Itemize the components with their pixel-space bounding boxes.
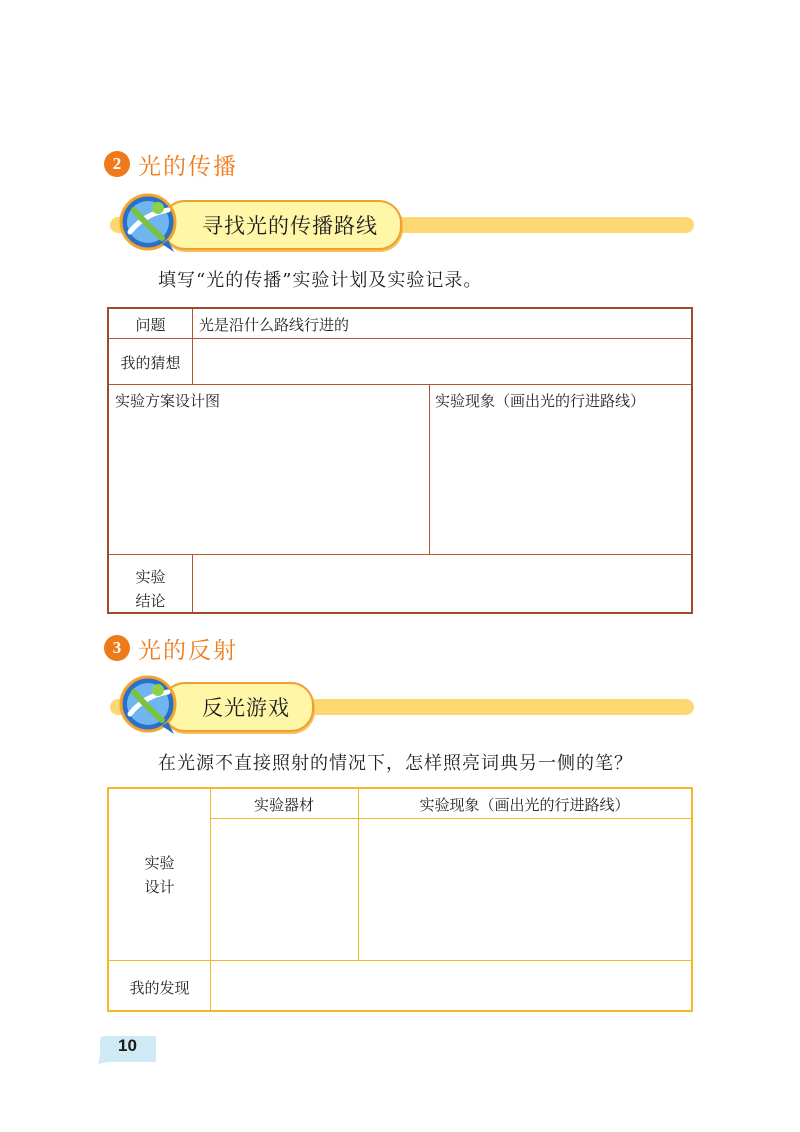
section-number-badge: 2 xyxy=(104,151,130,177)
design-label-line: 设计 xyxy=(144,878,175,896)
finding-label: 我的发现 xyxy=(129,979,190,997)
section-title: 光的传播 xyxy=(138,153,238,180)
table-rule xyxy=(210,789,211,1010)
table-rule xyxy=(429,384,430,554)
phenomenon-drawing-area[interactable] xyxy=(360,820,689,958)
table-rule xyxy=(109,960,691,961)
table-rule xyxy=(192,554,193,612)
guess-label: 我的猜想 xyxy=(120,354,181,372)
experiment-plan-table xyxy=(107,307,693,614)
activity-title: 反光游戏 xyxy=(162,682,314,732)
instruction-text: 填写“光的传播”实验计划及实验记录。 xyxy=(158,270,483,291)
table-rule xyxy=(109,384,691,385)
conclusion-label-line: 实验 xyxy=(135,568,166,586)
table-rule xyxy=(192,309,193,384)
phenomenon-drawing-area[interactable] xyxy=(433,409,689,549)
activity-banner-1 xyxy=(110,198,694,254)
design-label xyxy=(109,851,210,899)
table-rule xyxy=(210,818,691,819)
science-mascot-icon xyxy=(118,674,182,736)
table-rule xyxy=(109,554,691,555)
instruction-text: 在光源不直接照射的情况下，怎样照亮词典另一侧的笔？ xyxy=(158,753,633,774)
activity-title: 寻找光的传播路线 xyxy=(162,200,402,250)
conclusion-answer-area[interactable] xyxy=(194,556,689,610)
conclusion-label-line: 结论 xyxy=(135,592,166,610)
equipment-answer-area[interactable] xyxy=(212,820,356,958)
activity-banner-2 xyxy=(110,680,694,736)
section-2-heading xyxy=(104,148,238,180)
design-drawing-area[interactable] xyxy=(115,409,425,549)
design-label-line: 实验 xyxy=(144,854,175,872)
finding-answer-area[interactable] xyxy=(212,962,689,1008)
problem-text: 光是沿什么路线行进的 xyxy=(199,316,350,334)
phenomenon-label: 实验现象（画出光的行进路线） xyxy=(435,392,646,410)
reflection-game-table xyxy=(107,787,693,1012)
page-number: 10 xyxy=(118,1036,137,1055)
section-3-heading xyxy=(104,632,238,664)
section-title: 光的反射 xyxy=(138,637,238,664)
equipment-header: 实验器材 xyxy=(253,796,314,814)
table-rule xyxy=(109,338,691,339)
phenomenon-header: 实验现象（画出光的行进路线） xyxy=(419,796,630,814)
design-label: 实验方案设计图 xyxy=(115,392,221,410)
science-mascot-icon xyxy=(118,192,182,254)
conclusion-label xyxy=(109,565,192,613)
problem-label: 问题 xyxy=(135,316,166,334)
guess-answer-area[interactable] xyxy=(194,340,689,382)
section-number-badge: 3 xyxy=(104,635,130,661)
